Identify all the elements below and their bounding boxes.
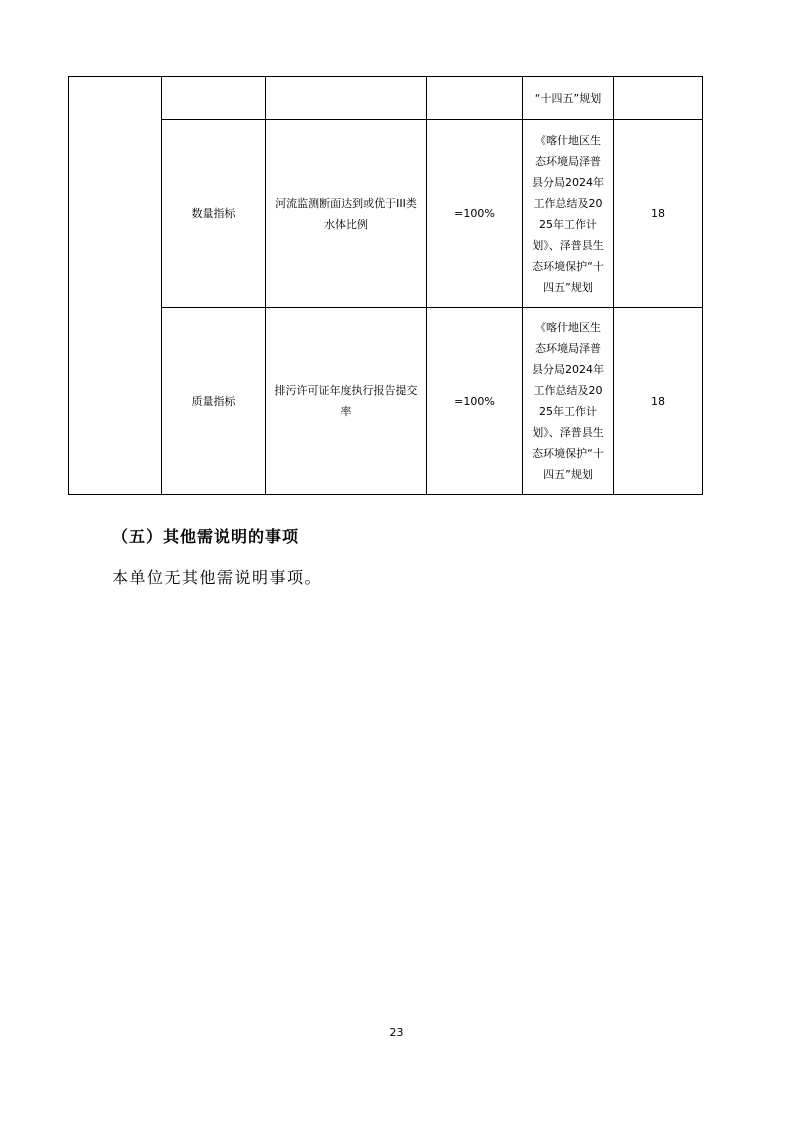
- metric-cell: 质量指标: [162, 308, 266, 495]
- section-body: 本单位无其他需说明事项。: [112, 568, 323, 587]
- target-cell: [427, 77, 523, 120]
- score-cell: 18: [614, 308, 703, 495]
- indicator-cell: 河流监测断面达到或优于III类水体比例: [266, 120, 427, 308]
- target-cell: =100%: [427, 120, 523, 308]
- performance-indicator-table: [68, 76, 703, 495]
- merged-category-cell: [69, 77, 162, 495]
- indicator-cell: [266, 77, 427, 120]
- page-number: 23: [389, 1026, 404, 1039]
- table-row: [69, 120, 703, 308]
- metric-cell: 数量指标: [162, 120, 266, 308]
- table-row: [69, 77, 703, 120]
- source-cell: “十四五”规划: [523, 77, 614, 120]
- section-heading: （五）其他需说明的事项: [112, 527, 300, 546]
- indicator-cell: 排污许可证年度执行报告提交率: [266, 308, 427, 495]
- metric-cell: [162, 77, 266, 120]
- score-cell: [614, 77, 703, 120]
- table-row: [69, 308, 703, 495]
- source-cell: 《喀什地区生态环境局泽普县分局2024年工作总结及2025年工作计划》、泽普县生态环境保护“十四五”规划: [523, 120, 614, 308]
- target-cell: =100%: [427, 308, 523, 495]
- score-cell: 18: [614, 120, 703, 308]
- source-cell: 《喀什地区生态环境局泽普县分局2024年工作总结及2025年工作计划》、泽普县生态环境保护“十四五”规划: [523, 308, 614, 495]
